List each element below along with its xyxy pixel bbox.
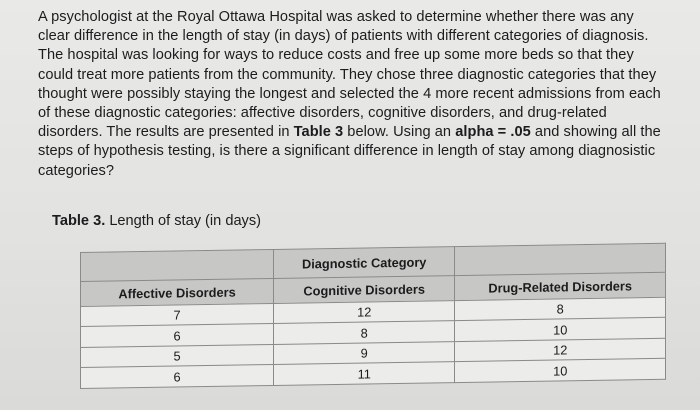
- diagnostic-category-header: Diagnostic Category: [274, 247, 455, 279]
- table-caption-label: Table 3.: [52, 213, 106, 229]
- table-cell: 8: [274, 321, 455, 344]
- table-caption-text: Length of stay (in days): [105, 213, 262, 229]
- table-cell: 6: [81, 365, 274, 389]
- column-header-affective: Affective Disorders: [81, 279, 274, 307]
- table-cell: 11: [274, 362, 455, 385]
- paragraph-text-1: A psychologist at the Royal Ottawa Hospital was asked to determine whether there was any clear difference in the length of stay (in days) of patients with different categories of diagnosis. The hospital was looking for ways to reduce costs and free up some more beds so that they could treat more patients from the community. They chose three diagnostic categories that they thought were possibly staying the longest and selected the 4 more recent admissions from each of these diagnostic categories: affective disorders, cognitive disorders, and drug-related disorders. The results are presented in: [38, 9, 661, 141]
- table-cell: 10: [455, 318, 666, 342]
- table-cell: 6: [81, 324, 274, 348]
- length-of-stay-table: [80, 243, 666, 389]
- length-of-stay-table-wrapper: [80, 243, 666, 389]
- table-empty-header-cell: [81, 249, 274, 281]
- table-empty-header-cell: [455, 243, 666, 275]
- table-caption: [52, 213, 261, 229]
- column-header-drug-related: Drug-Related Disorders: [455, 272, 666, 300]
- alpha-value: alpha = .05: [455, 124, 531, 141]
- table-reference: Table 3: [293, 124, 344, 141]
- table-cell: 8: [455, 297, 666, 321]
- column-header-cognitive: Cognitive Disorders: [274, 276, 455, 304]
- table-cell: 10: [455, 359, 666, 383]
- table-cell: 12: [274, 301, 455, 324]
- paragraph-text-2: below. Using an: [343, 124, 456, 141]
- paragraph-text-3: and showing all the steps of hypothesis testing, is there a significant difference in length of stay among diagnosistic categories?: [38, 124, 661, 179]
- table-cell: 12: [455, 338, 666, 362]
- problem-statement: [38, 8, 666, 181]
- table-cell: 7: [81, 303, 274, 327]
- table-cell: 5: [81, 344, 274, 368]
- table-cell: 9: [274, 342, 455, 365]
